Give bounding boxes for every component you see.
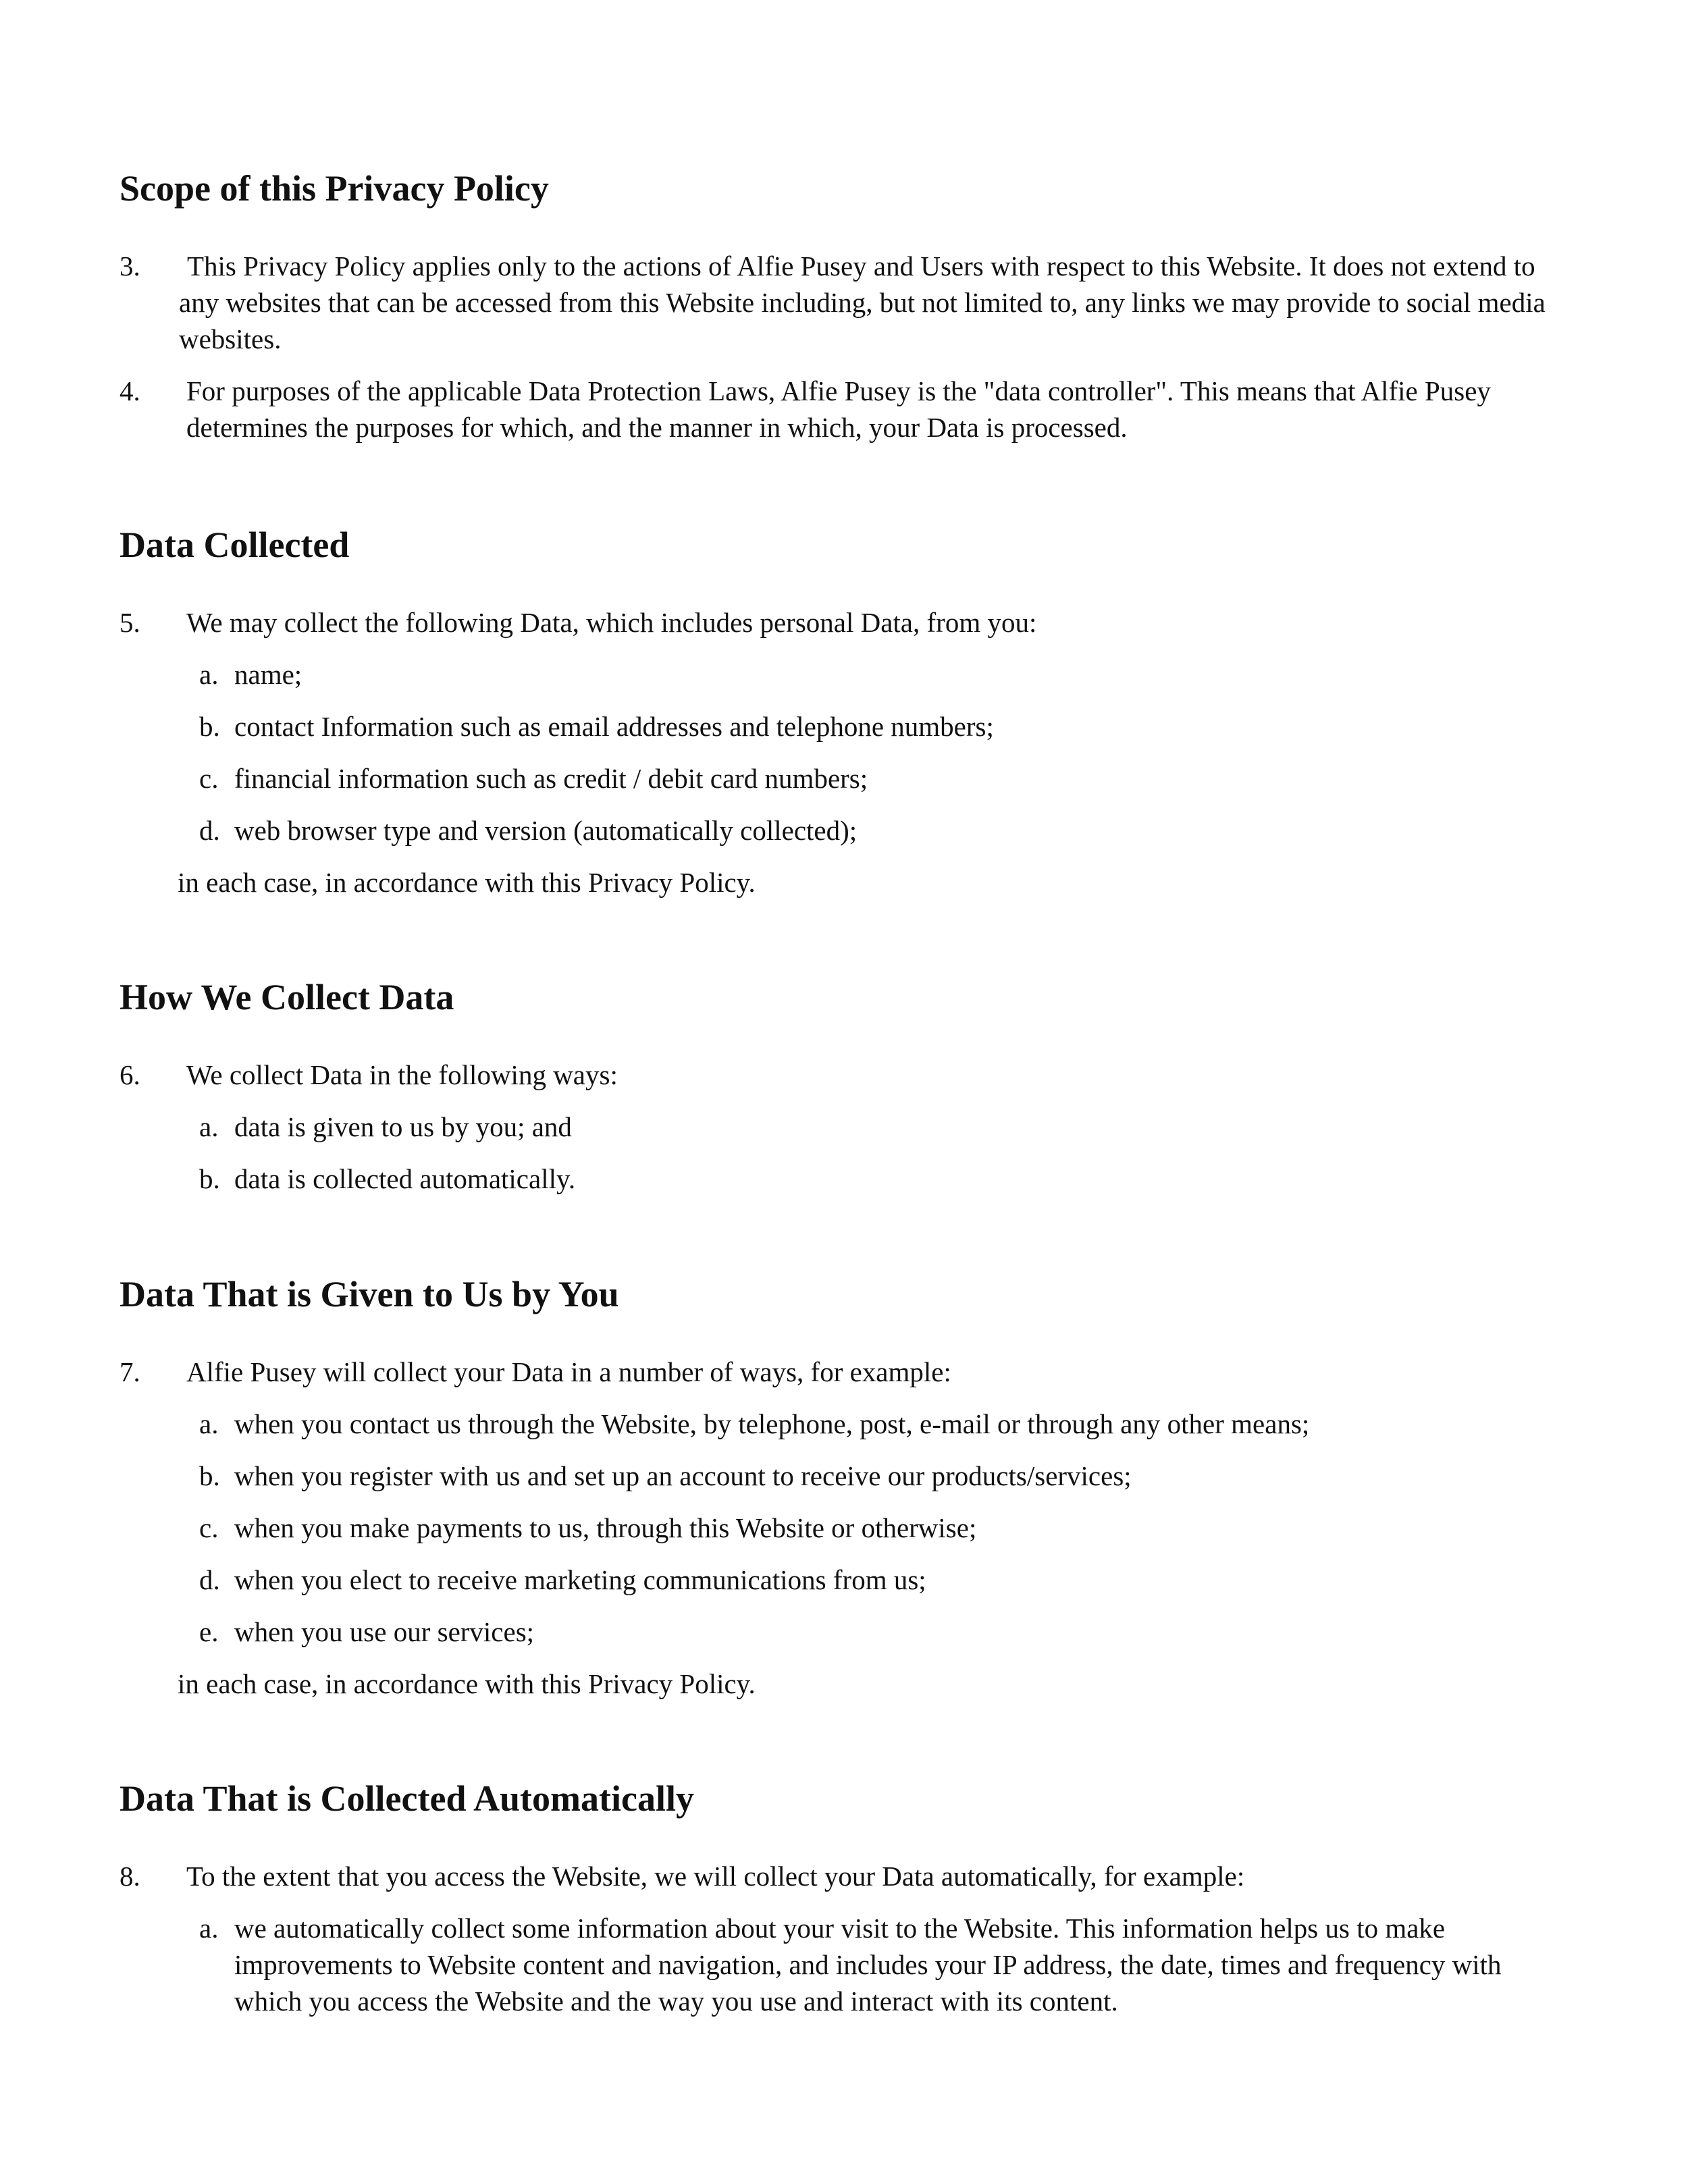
list-item-text: financial information such as credit / debit card numbers; xyxy=(234,763,868,794)
list-item-letter: b. xyxy=(199,1163,220,1194)
paragraph-number: 7. xyxy=(120,1356,140,1387)
paragraph-number: 6. xyxy=(120,1059,140,1090)
list-item-letter: a. xyxy=(199,1408,219,1439)
heading-collected-automatically: Data That is Collected Automatically xyxy=(120,1778,694,1819)
list-item-text: when you elect to receive marketing communications from us; xyxy=(234,1564,926,1595)
paragraph-text: To the extent that you access the Website, we will collect your Data automatically, for example: xyxy=(186,1861,1245,1892)
heading-how-we-collect: How We Collect Data xyxy=(120,977,454,1017)
closing-text: in each case, in accordance with this Privacy Policy. xyxy=(178,1668,756,1699)
list-item-letter: e. xyxy=(199,1616,219,1647)
list-item-letter: a. xyxy=(199,659,219,690)
list-item-text: when you use our services; xyxy=(234,1616,535,1647)
list-item-letter: b. xyxy=(199,1460,220,1491)
paragraph-number: 5. xyxy=(120,607,140,638)
list-item-text: we automatically collect some information about your visit to the Website. This information helps us to make improvements to Website content and navigation, and includes your IP address, the date, times and frequency with which you access the Website and the way you use and interact with its content. xyxy=(234,1913,1502,2017)
list-item-text: when you register with us and set up an account to receive our products/services; xyxy=(234,1460,1132,1491)
list-item-letter: a. xyxy=(199,1913,219,1944)
paragraph-number: 4. xyxy=(120,375,140,406)
heading-data-collected: Data Collected xyxy=(120,525,350,565)
paragraph-text: For purposes of the applicable Data Protection Laws, Alfie Pusey is the "data controller". This means that Alfie Pusey determines the purposes for which, and the manner in which, your Data is processed. xyxy=(186,375,1491,443)
list-item-text: web browser type and version (automatically collected); xyxy=(234,815,858,846)
paragraph-text: We may collect the following Data, which includes personal Data, from you: xyxy=(186,607,1037,638)
list-item-letter: d. xyxy=(199,815,220,846)
heading-scope: Scope of this Privacy Policy xyxy=(120,168,549,209)
paragraph-text: We collect Data in the following ways: xyxy=(186,1059,618,1090)
paragraph-text: This Privacy Policy applies only to the actions of Alfie Pusey and Users with respect to this Website. It does not extend to any websites that can be accessed from this Website including, but not limited to, any links we may provide to social media websites. xyxy=(179,250,1546,354)
list-item-text: data is collected automatically. xyxy=(234,1163,576,1194)
list-item-letter: c. xyxy=(199,763,219,794)
paragraph-number: 3. xyxy=(120,250,140,282)
list-item-text: when you contact us through the Website, by telephone, post, e-mail or through any other means; xyxy=(234,1408,1310,1439)
list-item-letter: a. xyxy=(199,1111,219,1142)
heading-data-given: Data That is Given to Us by You xyxy=(120,1274,619,1314)
closing-text: in each case, in accordance with this Privacy Policy. xyxy=(178,867,756,898)
list-item-letter: c. xyxy=(199,1512,219,1543)
list-item-text: when you make payments to us, through this Website or otherwise; xyxy=(234,1512,977,1543)
paragraph-text: Alfie Pusey will collect your Data in a number of ways, for example: xyxy=(186,1356,951,1387)
list-item-text: data is given to us by you; and xyxy=(234,1111,572,1142)
list-item-letter: d. xyxy=(199,1564,220,1595)
list-item-text: name; xyxy=(234,659,302,690)
paragraph-number: 8. xyxy=(120,1861,140,1892)
list-item-text: contact Information such as email addresses and telephone numbers; xyxy=(234,711,994,742)
list-item-letter: b. xyxy=(199,711,220,742)
